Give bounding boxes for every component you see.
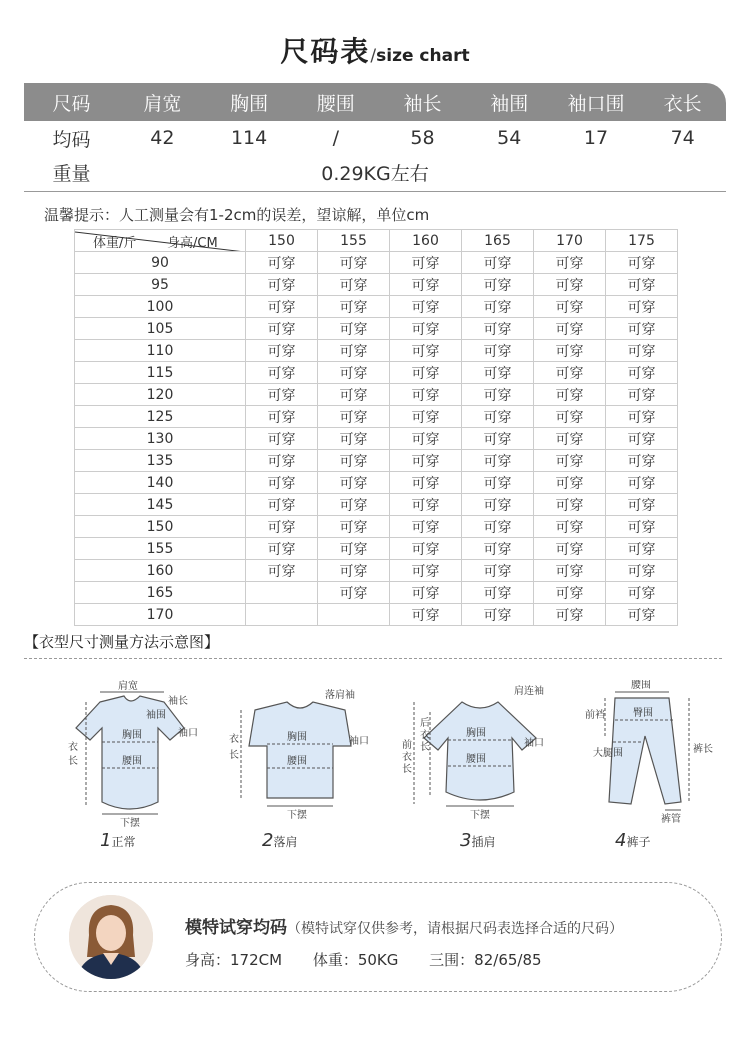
- fit-cell: 可穿: [318, 318, 390, 340]
- spec-cell: 均码: [52, 128, 91, 151]
- fit-cell: 可穿: [390, 604, 462, 626]
- diagram-label: 腰围: [122, 756, 142, 767]
- fit-row: [75, 296, 678, 318]
- spec-cell: /: [332, 127, 339, 149]
- measurement-tip: 温馨提示：人工测量会有1-2cm的误差，望谅解，单位cm: [44, 206, 430, 224]
- fit-cell: 可穿: [534, 582, 606, 604]
- fit-cell: 可穿: [606, 582, 678, 604]
- fit-cell: [318, 604, 390, 626]
- fit-cell: 可穿: [534, 494, 606, 516]
- fit-row: [75, 538, 678, 560]
- diagram-label: 衣: [68, 742, 78, 753]
- fit-cell: 可穿: [318, 252, 390, 274]
- fit-cell: 可穿: [246, 362, 318, 384]
- weight-cell: 115: [75, 362, 246, 384]
- spec-header-cell: 胸围: [230, 92, 269, 115]
- fit-cell: 可穿: [390, 582, 462, 604]
- weight-value: 0.29KG左右: [321, 162, 429, 185]
- measure-diagrams: [40, 680, 720, 860]
- model-measurements: 三围：82/65/85: [429, 951, 542, 969]
- fit-cell: 可穿: [318, 494, 390, 516]
- model-stats: [185, 949, 568, 970]
- fit-cell: 可穿: [246, 274, 318, 296]
- fit-cell: 可穿: [534, 450, 606, 472]
- fit-cell: 可穿: [390, 428, 462, 450]
- fit-cell: 可穿: [246, 340, 318, 362]
- fit-cell: 可穿: [462, 538, 534, 560]
- diagram-label: 袖口: [524, 738, 544, 749]
- spec-header-cell: 腰围: [316, 92, 355, 115]
- height-header: 155: [318, 230, 390, 252]
- fit-cell: 可穿: [462, 252, 534, 274]
- model-title: 模特试穿均码（模特试穿仅供参考，请根据尺码表选择合适的尺码）: [185, 918, 623, 938]
- fit-row: [75, 472, 678, 494]
- diagram-label: 肩连袖: [514, 686, 544, 697]
- fit-cell: 可穿: [462, 296, 534, 318]
- diagram-label: 肩宽: [118, 681, 138, 692]
- spec-header-cell: 尺码: [52, 92, 91, 115]
- fit-cell: 可穿: [318, 560, 390, 582]
- fit-cell: 可穿: [606, 560, 678, 582]
- diagram-label: 袖围: [146, 710, 166, 721]
- fit-cell: 可穿: [462, 428, 534, 450]
- fit-cell: 可穿: [246, 516, 318, 538]
- weight-cell: 110: [75, 340, 246, 362]
- fit-cell: 可穿: [534, 362, 606, 384]
- weight-cell: 160: [75, 560, 246, 582]
- weight-cell: 100: [75, 296, 246, 318]
- fit-cell: 可穿: [390, 252, 462, 274]
- fit-cell: [246, 582, 318, 604]
- diagram-label: 胸围: [122, 730, 142, 741]
- fit-cell: 可穿: [606, 450, 678, 472]
- diagram-caption: 1正常: [100, 830, 136, 851]
- corner-weight-label: 体重/斤: [93, 236, 137, 251]
- fit-cell: 可穿: [390, 450, 462, 472]
- title-cn: 尺码表: [280, 35, 371, 68]
- diagram-label: 胸围: [287, 732, 307, 743]
- weight-cell: 125: [75, 406, 246, 428]
- fit-cell: 可穿: [318, 362, 390, 384]
- spec-cell: 58: [410, 127, 435, 149]
- fit-cell: 可穿: [246, 406, 318, 428]
- fit-row: [75, 252, 678, 274]
- fit-row: [75, 318, 678, 340]
- spec-value-row: [24, 121, 726, 155]
- diagram-label: 下摆: [287, 810, 307, 821]
- diagram-label: 衣: [402, 752, 412, 763]
- weight-cell: 165: [75, 582, 246, 604]
- fit-cell: 可穿: [462, 472, 534, 494]
- model-info-card: [34, 882, 722, 992]
- weight-cell: 105: [75, 318, 246, 340]
- fit-cell: 可穿: [534, 428, 606, 450]
- fit-cell: 可穿: [462, 406, 534, 428]
- model-note: （模特试穿仅供参考，请根据尺码表选择合适的尺码）: [287, 921, 623, 937]
- spec-header-cell: 袖长: [403, 92, 442, 115]
- diagram-trousers: [585, 680, 715, 830]
- fit-cell: 可穿: [318, 428, 390, 450]
- title-slash: /: [370, 46, 377, 66]
- fit-cell: 可穿: [318, 274, 390, 296]
- spec-header-cell: 肩宽: [143, 92, 182, 115]
- divider: [24, 191, 726, 192]
- height-header: 160: [390, 230, 462, 252]
- fit-cell: 可穿: [534, 516, 606, 538]
- fit-cell: 可穿: [606, 252, 678, 274]
- diagram-label: 下摆: [120, 818, 140, 829]
- height-header: 150: [246, 230, 318, 252]
- spec-header-cell: 袖口围: [567, 92, 625, 115]
- fit-cell: 可穿: [606, 318, 678, 340]
- fit-cell: 可穿: [390, 560, 462, 582]
- spec-cell: 17: [583, 127, 609, 149]
- fit-cell: 可穿: [534, 604, 606, 626]
- fit-cell: 可穿: [318, 406, 390, 428]
- diagram-label: 裤长: [693, 744, 713, 755]
- fit-cell: 可穿: [318, 340, 390, 362]
- fit-cell: 可穿: [462, 494, 534, 516]
- fit-cell: [246, 604, 318, 626]
- fit-cell: 可穿: [462, 384, 534, 406]
- fit-cell: 可穿: [606, 494, 678, 516]
- spec-header-cell: 衣长: [663, 92, 702, 115]
- fit-cell: 可穿: [390, 274, 462, 296]
- weight-cell: 95: [75, 274, 246, 296]
- diagram-label: 袖长: [168, 696, 188, 707]
- weight-cell: 145: [75, 494, 246, 516]
- fit-cell: 可穿: [390, 494, 462, 516]
- fit-cell: 可穿: [390, 296, 462, 318]
- fit-row: [75, 406, 678, 428]
- fit-cell: 可穿: [246, 538, 318, 560]
- model-weight: 体重：50KG: [312, 951, 399, 969]
- fit-cell: 可穿: [390, 384, 462, 406]
- diagram-label: 长: [68, 756, 78, 767]
- fit-row: [75, 494, 678, 516]
- diagram-label: 前: [402, 740, 412, 751]
- fit-cell: 可穿: [606, 428, 678, 450]
- fit-cell: 可穿: [534, 406, 606, 428]
- fit-cell: 可穿: [246, 252, 318, 274]
- fit-cell: 可穿: [246, 384, 318, 406]
- weight-cell: 90: [75, 252, 246, 274]
- fit-cell: 可穿: [318, 450, 390, 472]
- weight-cell: 150: [75, 516, 246, 538]
- fit-row: [75, 428, 678, 450]
- fit-cell: 可穿: [462, 340, 534, 362]
- fit-cell: 可穿: [606, 516, 678, 538]
- fit-cell: 可穿: [462, 516, 534, 538]
- fit-cell: 可穿: [606, 384, 678, 406]
- fit-cell: 可穿: [246, 318, 318, 340]
- fit-cell: 可穿: [246, 450, 318, 472]
- diagram-label: 腰围: [631, 680, 651, 691]
- diagram-label: 袖口: [349, 736, 369, 747]
- fit-cell: 可穿: [246, 472, 318, 494]
- diagram-label: 下摆: [470, 810, 490, 821]
- fit-cell: 可穿: [534, 340, 606, 362]
- fit-cell: 可穿: [246, 494, 318, 516]
- spec-header-cell: 袖围: [490, 92, 529, 115]
- dotted-divider: [24, 658, 722, 659]
- diagram-label: 后: [420, 718, 430, 729]
- fit-corner-cell: [75, 230, 246, 252]
- fit-cell: 可穿: [606, 472, 678, 494]
- spec-header-row: [24, 83, 726, 121]
- diagram-label: 大腿围: [593, 748, 623, 759]
- fit-cell: 可穿: [462, 560, 534, 582]
- fit-row: [75, 340, 678, 362]
- fit-cell: 可穿: [534, 384, 606, 406]
- fit-row: [75, 604, 678, 626]
- weight-cell: 140: [75, 472, 246, 494]
- fit-row: [75, 274, 678, 296]
- height-header: 165: [462, 230, 534, 252]
- diagram-label: 长: [402, 764, 412, 775]
- fit-header-row: [75, 230, 678, 252]
- fit-cell: 可穿: [462, 582, 534, 604]
- fit-cell: 可穿: [606, 296, 678, 318]
- diagram-label: 裤管: [661, 814, 681, 825]
- fit-cell: 可穿: [318, 516, 390, 538]
- diagram-dropped-shoulder: [225, 680, 375, 830]
- diagram-caption: 2落肩: [262, 830, 298, 851]
- fit-cell: 可穿: [246, 560, 318, 582]
- fit-cell: 可穿: [390, 472, 462, 494]
- weight-label: 重量: [52, 162, 91, 185]
- fit-cell: 可穿: [462, 274, 534, 296]
- height-header: 175: [606, 230, 678, 252]
- fit-cell: 可穿: [462, 318, 534, 340]
- spec-cell: 42: [150, 127, 175, 149]
- fit-cell: 可穿: [390, 362, 462, 384]
- fit-cell: 可穿: [534, 252, 606, 274]
- spec-cell: 114: [230, 127, 268, 149]
- fit-cell: 可穿: [318, 582, 390, 604]
- spec-cell: 74: [670, 127, 695, 149]
- corner-height-label: 身高/CM: [167, 236, 218, 251]
- fit-row: [75, 384, 678, 406]
- fit-cell: 可穿: [318, 296, 390, 318]
- weight-cell: 155: [75, 538, 246, 560]
- fit-row: [75, 450, 678, 472]
- weight-cell: 170: [75, 604, 246, 626]
- diagram-label: 衣: [420, 730, 430, 741]
- model-height: 身高：172CM: [185, 951, 283, 969]
- fit-cell: 可穿: [534, 296, 606, 318]
- diagram-label: 胸围: [466, 728, 486, 739]
- weight-cell: 135: [75, 450, 246, 472]
- fit-cell: 可穿: [318, 472, 390, 494]
- fit-cell: 可穿: [390, 340, 462, 362]
- title-en: size chart: [376, 46, 470, 66]
- fit-cell: 可穿: [606, 406, 678, 428]
- spec-weight-row: [24, 155, 726, 189]
- fit-cell: 可穿: [390, 406, 462, 428]
- fit-cell: 可穿: [462, 450, 534, 472]
- fit-cell: 可穿: [534, 274, 606, 296]
- diagram-label: 前裆: [585, 710, 605, 721]
- fit-row: [75, 582, 678, 604]
- fit-cell: 可穿: [606, 604, 678, 626]
- fit-cell: 可穿: [534, 472, 606, 494]
- measure-section-title: 【衣型尺寸测量方法示意图】: [24, 633, 220, 651]
- fit-cell: 可穿: [534, 538, 606, 560]
- diagram-label: 臀围: [633, 708, 653, 719]
- fit-cell: 可穿: [390, 318, 462, 340]
- page-title: [0, 30, 750, 70]
- fit-cell: 可穿: [534, 318, 606, 340]
- diagram-label: 腰围: [287, 756, 307, 767]
- fit-row: [75, 362, 678, 384]
- diagram-label: 长: [420, 742, 430, 753]
- fit-cell: 可穿: [318, 384, 390, 406]
- fit-cell: 可穿: [606, 274, 678, 296]
- fit-cell: 可穿: [318, 538, 390, 560]
- fit-cell: 可穿: [462, 604, 534, 626]
- diagram-label: 腰围: [466, 754, 486, 765]
- fit-table: [74, 229, 678, 626]
- diagram-label: 落肩袖: [325, 690, 355, 701]
- model-avatar: [69, 895, 153, 979]
- fit-cell: 可穿: [606, 340, 678, 362]
- diagram-label: 袖口: [178, 728, 198, 739]
- diagram-caption: 3插肩: [460, 830, 496, 851]
- fit-cell: 可穿: [462, 362, 534, 384]
- fit-row: [75, 560, 678, 582]
- diagram-caption: 4裤子: [615, 830, 651, 851]
- fit-cell: 可穿: [246, 428, 318, 450]
- diagram-normal: [50, 680, 200, 830]
- fit-cell: 可穿: [246, 296, 318, 318]
- weight-cell: 130: [75, 428, 246, 450]
- diagram-raglan: [400, 680, 560, 830]
- fit-cell: 可穿: [606, 362, 678, 384]
- fit-cell: 可穿: [390, 516, 462, 538]
- size-spec-table: [24, 83, 726, 189]
- fit-row: [75, 516, 678, 538]
- weight-cell: 120: [75, 384, 246, 406]
- diagram-label: 衣: [229, 734, 239, 745]
- fit-cell: 可穿: [606, 538, 678, 560]
- diagram-label: 长: [229, 750, 239, 761]
- spec-cell: 54: [497, 127, 522, 149]
- height-header: 170: [534, 230, 606, 252]
- fit-cell: 可穿: [534, 560, 606, 582]
- fit-cell: 可穿: [390, 538, 462, 560]
